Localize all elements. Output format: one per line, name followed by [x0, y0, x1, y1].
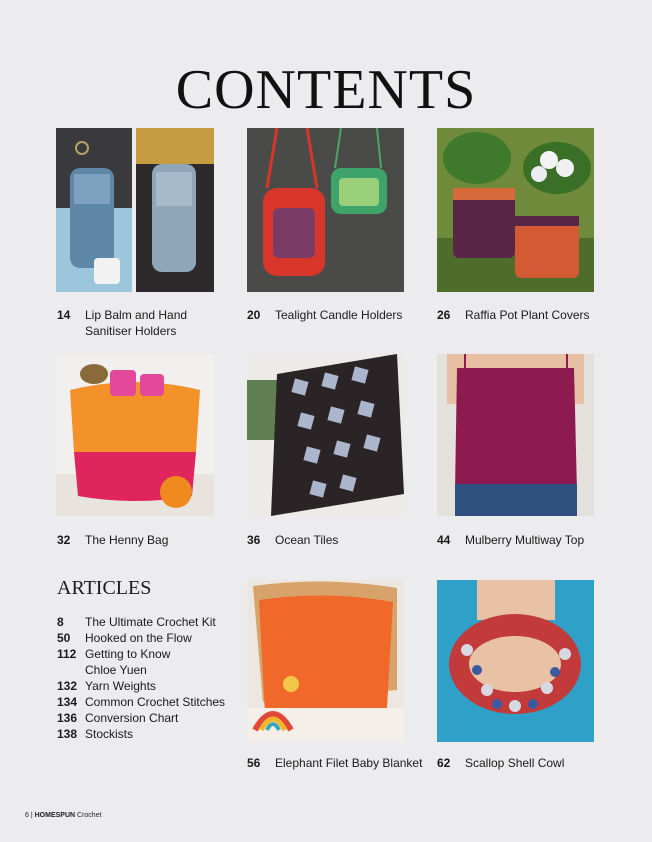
project-title: Tealight Candle Holders	[275, 308, 403, 322]
photo-mulberry-top	[437, 354, 594, 516]
page-number: 138	[57, 727, 78, 741]
project-title: Elephant Filet Baby Blanket	[275, 756, 423, 770]
project-entry[interactable]	[437, 307, 590, 323]
articles-heading: ARTICLES	[57, 577, 152, 599]
project-entry[interactable]	[247, 532, 338, 548]
project-entry[interactable]	[247, 755, 422, 771]
article-entry[interactable]	[57, 710, 225, 726]
photo-tealight-holders	[247, 128, 404, 292]
project-title: Scallop Shell Cowl	[465, 756, 565, 770]
project-title: Ocean Tiles	[275, 533, 339, 547]
articles-list	[57, 614, 225, 742]
article-entry[interactable]	[57, 630, 225, 646]
page-number: 20	[247, 308, 261, 322]
footer-page-number: 6	[25, 812, 29, 819]
article-title: Getting to Know Chloe Yuen	[85, 647, 171, 677]
page-number: 14	[57, 308, 71, 322]
page-number: 32	[57, 533, 71, 547]
footer-separator: |	[28, 812, 35, 819]
photo-elephant-blanket	[247, 580, 404, 742]
article-entry[interactable]	[57, 614, 225, 630]
page-number: 134	[57, 695, 78, 709]
article-title: Stockists	[85, 727, 134, 741]
project-title: The Henny Bag	[85, 533, 169, 547]
article-title: Yarn Weights	[85, 679, 156, 693]
article-entry[interactable]	[57, 646, 225, 678]
article-title: Conversion Chart	[85, 711, 179, 725]
photo-ocean-tiles	[247, 354, 404, 516]
project-title: Raffia Pot Plant Covers	[465, 308, 590, 322]
project-title: Mulberry Multiway Top	[465, 533, 585, 547]
article-title: The Ultimate Crochet Kit	[85, 615, 216, 629]
project-entry[interactable]	[437, 532, 584, 548]
page-number: 132	[57, 679, 78, 693]
page-number: 112	[57, 647, 77, 661]
page-number: 26	[437, 308, 451, 322]
page-number: 8	[57, 615, 64, 629]
photo-raffia-pot-covers	[437, 128, 594, 292]
photo-scallop-cowl	[437, 580, 594, 742]
article-title: Common Crochet Stitches	[85, 695, 226, 709]
article-entry[interactable]	[57, 726, 225, 742]
page-number: 44	[437, 533, 451, 547]
project-title: Lip Balm and Hand Sanitiser Holders	[85, 308, 188, 338]
page-footer	[25, 812, 102, 819]
project-entry[interactable]	[247, 307, 402, 323]
page-number: 50	[57, 631, 71, 645]
photo-henny-bag	[56, 354, 214, 516]
article-entry[interactable]	[57, 694, 225, 710]
project-entry[interactable]	[57, 532, 168, 548]
page-number: 136	[57, 711, 78, 725]
page-number: 56	[247, 756, 261, 770]
footer-section: Crochet	[77, 812, 102, 819]
article-title: Hooked on the Flow	[85, 631, 192, 645]
page-number: 62	[437, 756, 451, 770]
footer-magazine: HOMESPUN	[34, 812, 76, 819]
page-number: 36	[247, 533, 261, 547]
project-entry[interactable]	[437, 755, 564, 771]
article-entry[interactable]	[57, 678, 225, 694]
page-title: CONTENTS	[175, 59, 477, 121]
project-entry[interactable]	[57, 307, 187, 339]
photo-lip-balm-holders	[56, 128, 214, 292]
